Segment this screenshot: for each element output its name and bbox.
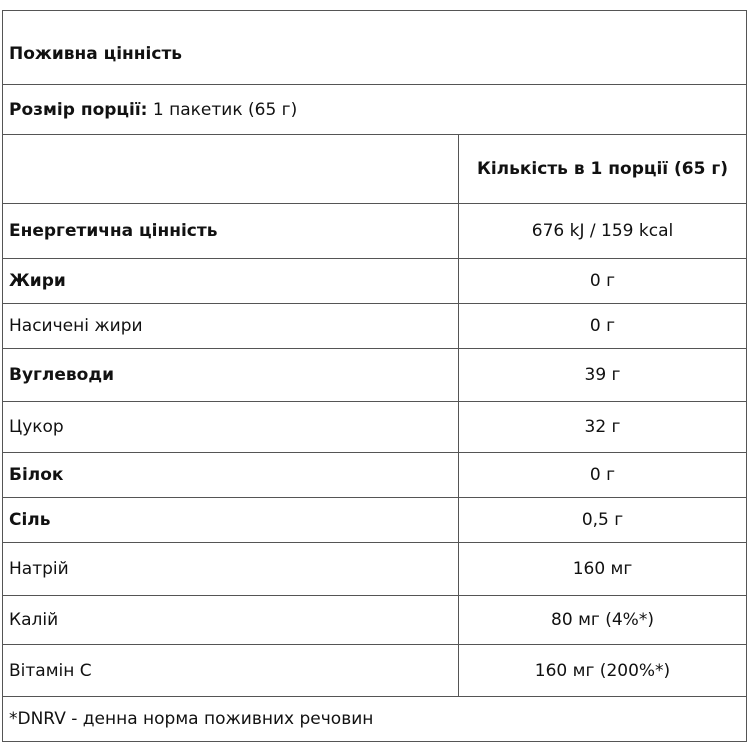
nutrient-name: Цукор <box>3 402 459 453</box>
table-row <box>3 402 747 453</box>
nutrient-value: 80 мг (4%*) <box>459 596 747 645</box>
table-row <box>3 596 747 645</box>
table-title: Поживна цінність <box>3 11 747 85</box>
table-row <box>3 498 747 543</box>
nutrient-value: 160 мг <box>459 543 747 596</box>
serving-size-cell <box>3 85 747 135</box>
nutrient-value: 39 г <box>459 349 747 402</box>
nutrient-name: Енергетична цінність <box>3 204 459 259</box>
nutrient-name: Калій <box>3 596 459 645</box>
table-row <box>3 204 747 259</box>
table-row <box>3 259 747 304</box>
nutrient-name: Жири <box>3 259 459 304</box>
nutrient-name: Насичені жири <box>3 304 459 349</box>
nutrient-name: Натрій <box>3 543 459 596</box>
serving-size-value: 1 пакетик (65 г) <box>152 99 298 120</box>
nutrient-name: Білок <box>3 453 459 498</box>
nutrient-value: 0,5 г <box>459 498 747 543</box>
title-row <box>3 11 747 85</box>
nutrient-value: 0 г <box>459 453 747 498</box>
nutrient-name: Сіль <box>3 498 459 543</box>
footnote-row <box>3 697 747 742</box>
nutrient-value: 160 мг (200%*) <box>459 645 747 697</box>
nutrient-name: Вуглеводи <box>3 349 459 402</box>
column-header-row <box>3 135 747 204</box>
table-row <box>3 543 747 596</box>
nutrient-value: 0 г <box>459 259 747 304</box>
nutrient-value: 676 kJ / 159 kcal <box>459 204 747 259</box>
nutrition-facts-table <box>2 10 747 742</box>
nutrient-value: 0 г <box>459 304 747 349</box>
nutrient-value: 32 г <box>459 402 747 453</box>
table-row <box>3 349 747 402</box>
serving-size-label: Розмір порції: <box>9 99 148 120</box>
nutrient-name: Вітамін C <box>3 645 459 697</box>
footnote: *DNRV - денна норма поживних речовин <box>3 697 747 742</box>
header-amount-cell: Кількість в 1 порції (65 г) <box>459 135 747 204</box>
table-row <box>3 304 747 349</box>
header-name-cell <box>3 135 459 204</box>
table-row <box>3 645 747 697</box>
serving-size-row <box>3 85 747 135</box>
table-row <box>3 453 747 498</box>
